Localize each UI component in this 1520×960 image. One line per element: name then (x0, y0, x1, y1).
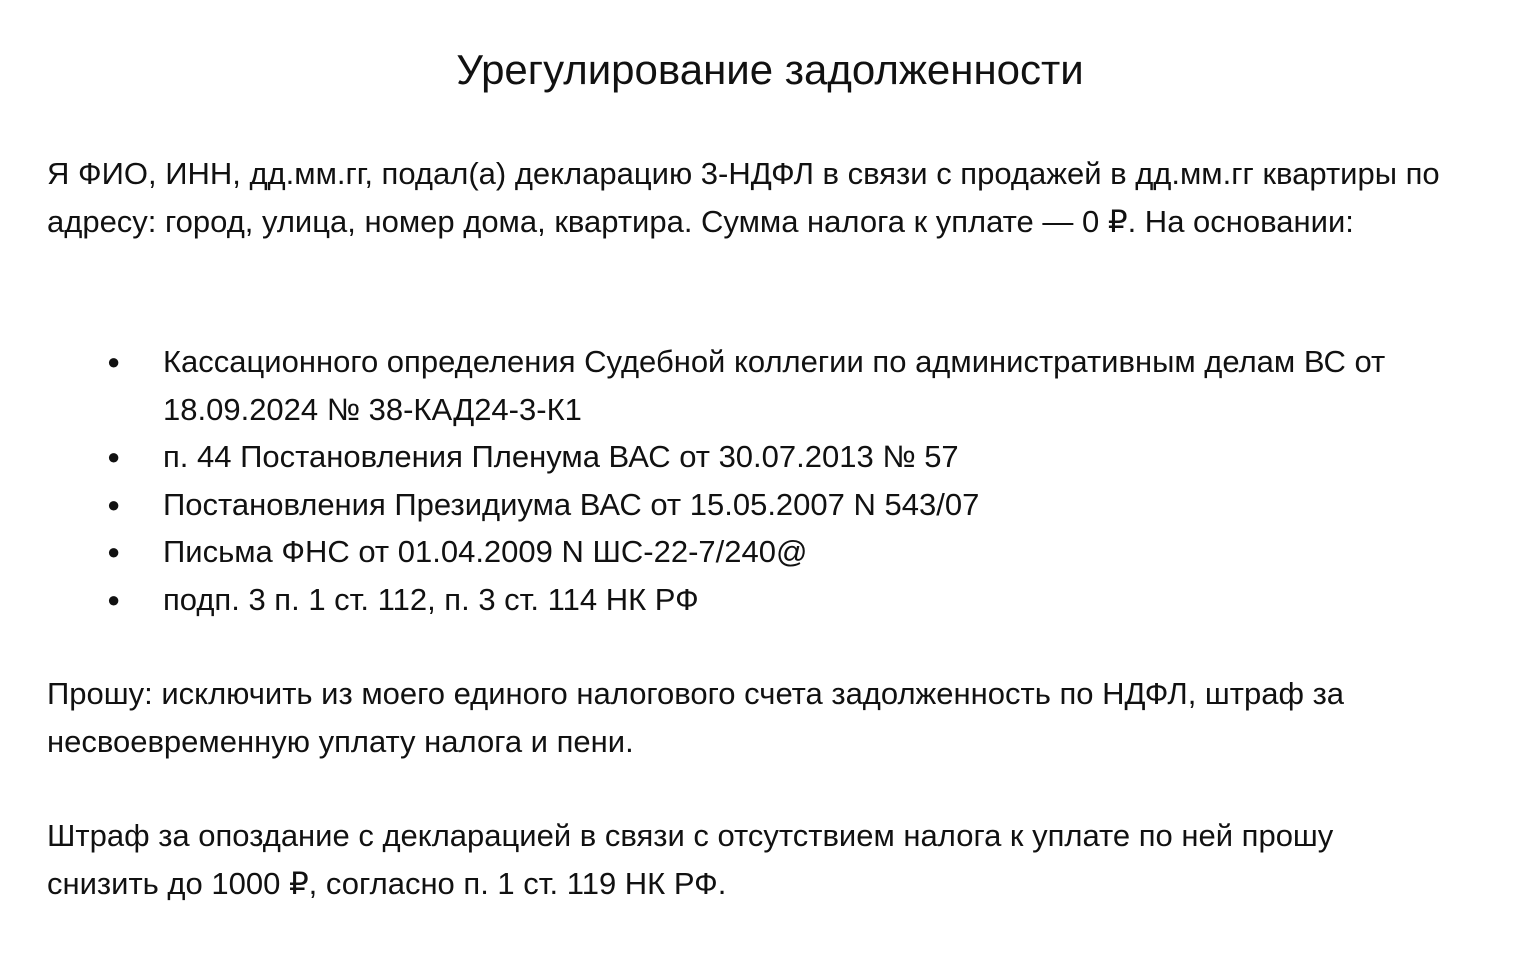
basis-item-text: п. 44 Постановления Пленума ВАС от 30.07.2013 № 57 (163, 439, 959, 474)
bullet-icon: ● (107, 491, 121, 517)
basis-item-text: Постановления Президиума ВАС от 15.05.2007 N 543/07 (163, 486, 980, 522)
bullet-icon: ● (107, 586, 121, 612)
basis-item-text: подп. 3 п. 1 ст. 112, п. 3 ст. 114 НК РФ (163, 581, 699, 617)
request-paragraph: Прошу: исключить из моего единого налогового счета задолженность по НДФЛ, штраф за несвоевременную уплату налога и пени. (47, 676, 1345, 759)
intro-paragraph: Я ФИО, ИНН, дд.мм.гг, подал(а) декларацию 3-НДФЛ в связи с продажей в дд.мм.гг квартиры по адресу: город, улица, номер дома, квартира. Сумма налога к уплате — 0 ₽. На основании: (47, 156, 1440, 239)
list-item (0, 433, 1500, 481)
fine-reduction-paragraph: Штраф за опоздание с декларацией в связи с отсутствием налога к уплате по ней прошу снизить до 1000 ₽, согласно п. 1 ст. 119 НК РФ. (47, 818, 1334, 901)
list-item (0, 576, 1500, 624)
bullet-icon: ● (107, 349, 121, 374)
list-item (0, 338, 1500, 433)
bullet-icon: ● (107, 539, 121, 564)
list-item (0, 481, 1500, 529)
list-item (0, 528, 1500, 576)
basis-item-text: Письма ФНС от 01.04.2009 N ШС-22-7/240@ (163, 534, 808, 569)
legal-basis-list (0, 338, 1500, 623)
basis-item-text: Кассационного определения Судебной коллегии по административным делам ВС от 18.09.2024 № 38-КАД24-3-К1 (163, 344, 1386, 427)
bullet-icon: ● (107, 444, 121, 469)
document-title: Урегулирование задолженности (456, 46, 1084, 93)
